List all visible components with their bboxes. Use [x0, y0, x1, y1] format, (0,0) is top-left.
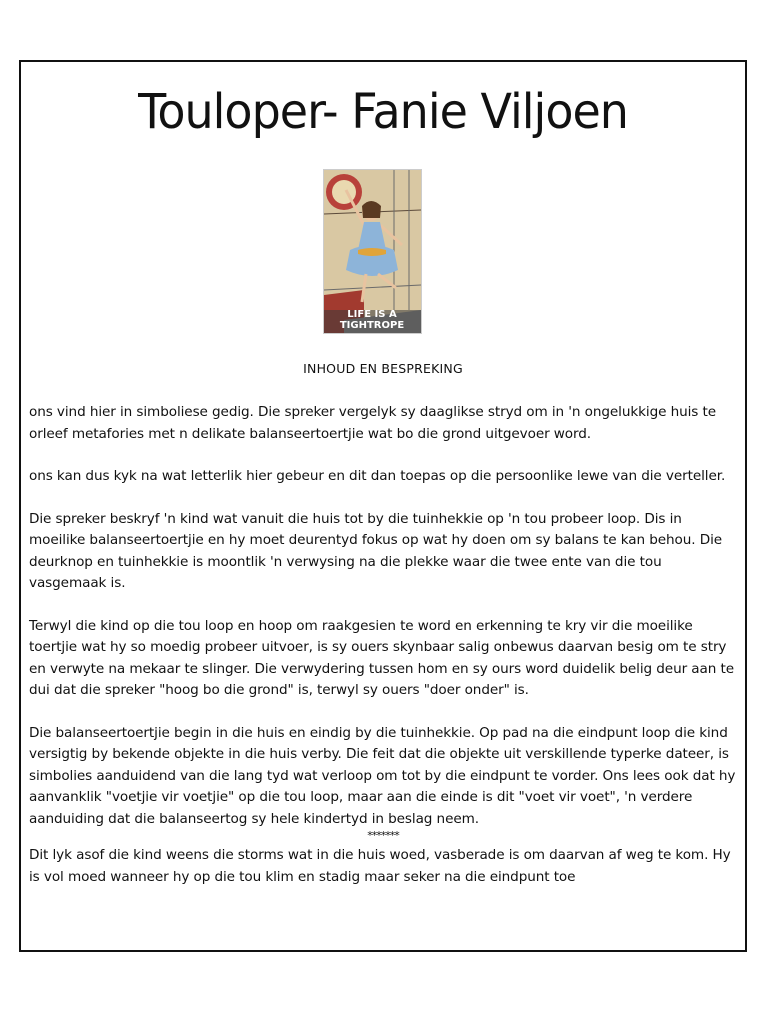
- paragraph: Dit lyk asof die kind weens die storms wat in die huis woed, vasberade is om daarvan af weg te kom. Hy is vol moed wanneer hy op die tou klim en stadig maar seker na die eindpunt toe: [29, 847, 731, 885]
- paragraph: ons kan dus kyk na wat letterlik hier gebeur en dit dan toepas op die persoonlike lewe van die verteller.: [29, 468, 726, 484]
- paragraph: Die spreker beskryf 'n kind wat vanuit die huis tot by die tuinhekkie op 'n tou probeer loop. Dis in moeilike balanseertoertjie en hy moet deurentyd fokus op wat hy doen om sy balans te kan behou. Die deurknop en tuinhekkie is moontlik 'n verwysing na die plekke waar die twee ente van die tou vasgemaak is.: [29, 510, 723, 591]
- document-frame: [19, 60, 747, 952]
- section-separator: *******: [367, 829, 399, 842]
- paragraph: Die balanseertoertjie begin in die huis en eindig by die tuinhekkie. Op pad na die eindpunt loop die kind versigtig by bekende objekte in die huis verby. Die feit dat die objekte uit verskillende typerke dateer, is simbolies aanduidend van die lang tyd wat verloop om tot by die eindpunt te vorder. Ons lees ook dat hy aanvanklik "voetjie vir voetjie" op die tou loop, maar aan die einde is dit "voet vir voet", 'n verdere aanduiding dat die balanseertog sy hele kindertyd in beslag neem.: [29, 724, 736, 827]
- document-title: Touloper- Fanie Viljoen: [138, 82, 628, 140]
- image-caption: LIFE IS A TIGHTROPE: [339, 309, 405, 331]
- section-heading: INHOUD EN BESPREKING: [303, 361, 463, 376]
- paragraph: Terwyl die kind op die tou loop en hoop om raakgesien te word en erkenning te kry vir die moeilike toertjie wat hy so moedig probeer uitvoer, is sy ouers skynbaar salig onbewus daarvan besig om te stry en verwyte na mekaar te slinger. Die verwydering tussen hom en sy ours word duidelik belig deur aan te dui dat die spreker "hoog bo die grond" is, terwyl sy ouers "doer onder" is.: [29, 617, 734, 698]
- document-body: [29, 402, 737, 888]
- paragraph: ons vind hier in simboliese gedig. Die spreker vergelyk sy daaglikse stryd om in 'n ongelukkige huis te orleef metafories met n delikate balanseertoertjie wat bo die grond uitgevoer word.: [29, 404, 716, 442]
